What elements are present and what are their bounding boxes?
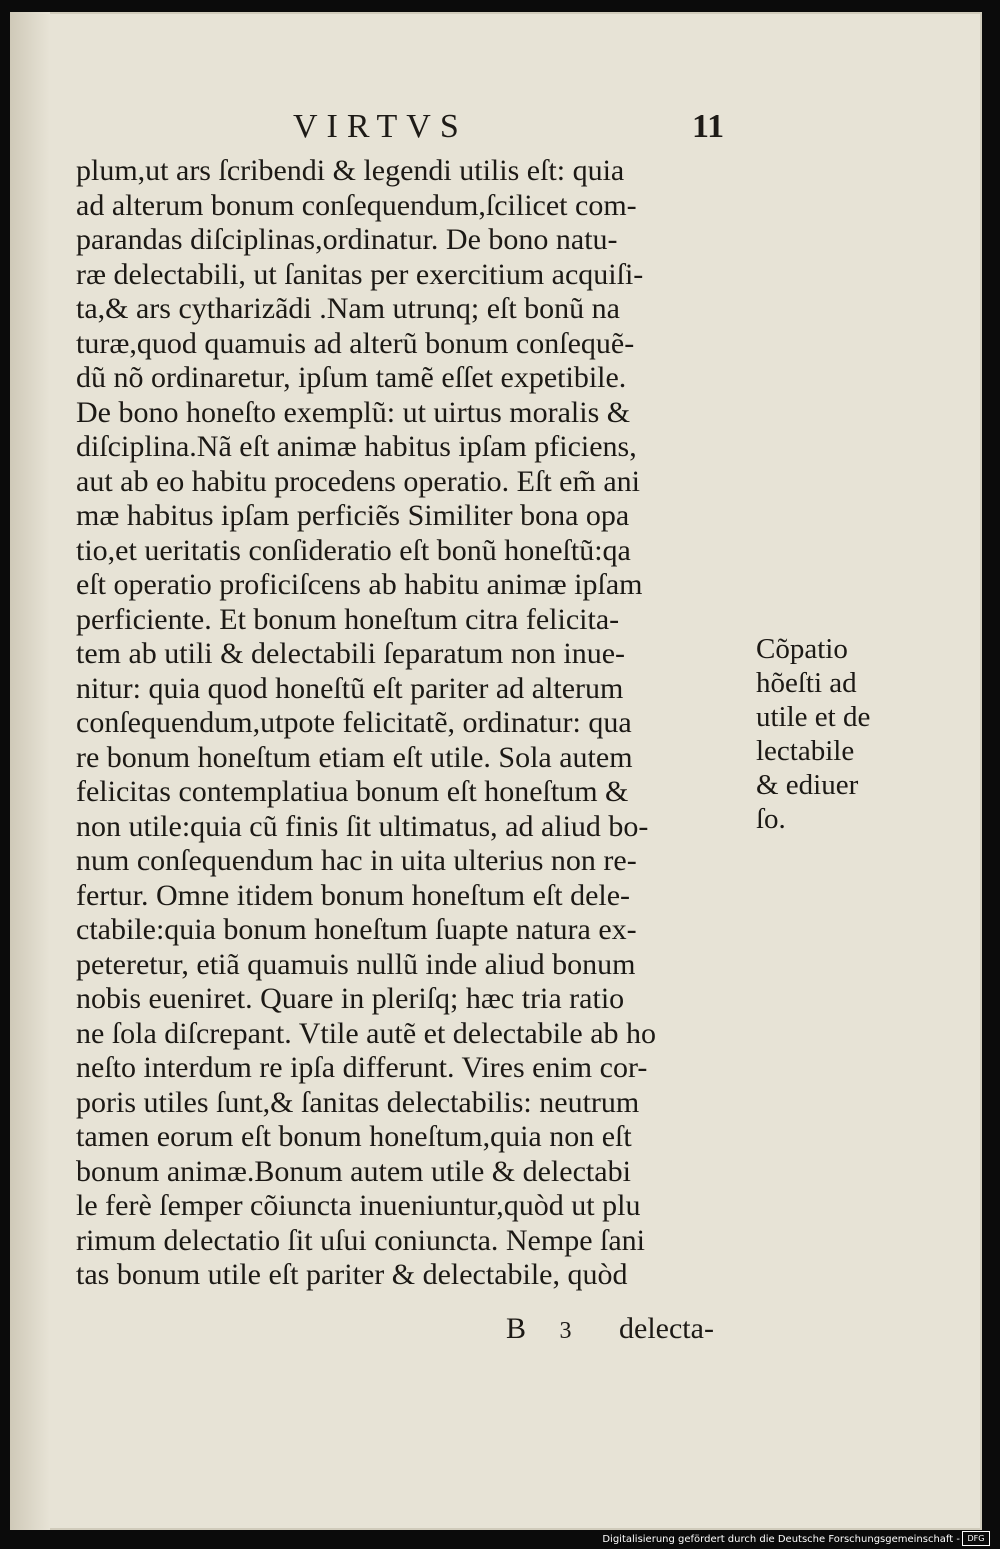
page-footer (506, 1312, 714, 1352)
text-line: turæ,quod quamuis ad alterũ bonum conſequẽ- (76, 326, 635, 360)
text-line: ad alterum bonum conſequendum,ſcilicet com- (76, 188, 637, 222)
folio-number: 11 (692, 108, 725, 145)
text-line: peteretur, etiã quamuis nullũ inde aliud bonum (76, 947, 636, 981)
text-line: dũ nõ ordinaretur, ipſum tamẽ eſſet expetibile. (76, 361, 627, 394)
text-line: tas bonum utile eſt pariter & delectabile, quòd (76, 1258, 628, 1291)
catchword: delecta- (619, 1312, 714, 1345)
book-page (10, 12, 982, 1530)
text-line: tamen eorum eſt bonum honeſtum,quia non eſt (76, 1120, 632, 1153)
marginal-note-line: hõeſti ad (756, 667, 857, 699)
marginal-note-line: lectabile (756, 735, 855, 767)
text-line: parandas diſciplinas,ordinatur. De bono natu- (76, 223, 618, 256)
marginal-note-line: Cõpatio (756, 633, 848, 665)
text-line: nitur: quia quod honeſtũ eſt pariter ad alterum (76, 671, 624, 705)
text-line: diſciplina.Nã eſt animæ habitus ipſam pficiens, (76, 430, 637, 463)
marginal-note-line: & ediuer (756, 769, 859, 801)
text-line: ctabile:quia bonum honeſtum ſuapte natura ex- (76, 913, 637, 946)
text-line: nobis eueniret. Quare in pleriſq; hæc tria ratio (76, 982, 625, 1015)
text-line: tio,et ueritatis conſideratio eſt bonũ honeſtũ:qa (76, 533, 631, 567)
text-line: eſt operatio proficiſcens ab habitu animæ ipſam (76, 568, 643, 601)
text-line: ne ſola diſcrepant. Vtile autẽ et delectabile ab ho (76, 1016, 657, 1050)
text-line: mæ habitus ipſam perficiẽs Similiter bona opa (76, 499, 630, 532)
text-line: rimum delectatio ſit uſui coniuncta. Nempe ſani (76, 1223, 646, 1257)
text-line: poris utiles ſunt,& ſanitas delectabilis: neutrum (76, 1085, 640, 1119)
digitization-credit: Digitalisierung gefördert durch die Deutsche Forschungsgemeinschaft - (602, 1534, 960, 1545)
marginal-note-line: ſo. (756, 803, 786, 835)
dfg-logo: DFG (962, 1531, 990, 1546)
text-line: fertur. Omne itidem bonum honeſtum eſt dele- (76, 878, 631, 912)
text-line: re bonum honeſtum etiam eſt utile. Sola autem (76, 740, 633, 774)
signature-number: 3 (559, 1318, 572, 1344)
main-text-block (76, 154, 766, 1293)
text-line: perficiente. Et bonum honeſtum citra felicita- (76, 602, 620, 636)
text-line: aut ab eo habitu procedens operatio. Eſt em̃ ani (76, 464, 640, 498)
page-gutter (10, 12, 50, 1530)
marginal-note (756, 632, 906, 836)
text-line: conſequendum,utpote felicitatẽ, ordinatur: qua (76, 706, 632, 739)
text-line: ta,& ars cytharizãdi .Nam utrunq; eſt bonũ na (76, 292, 620, 325)
signature-mark: B (506, 1312, 527, 1345)
text-line: felicitas contemplatiua bonum eſt honeſtum & (76, 775, 629, 808)
text-line: num conſequendum hac in uita ulterius non re- (76, 844, 637, 877)
text-line: De bono honeſto exemplũ: ut uirtus moralis & (76, 395, 631, 429)
text-line: tem ab utili & delectabili ſeparatum non inue- (76, 637, 625, 670)
text-line: le ferè ſemper cõiuncta inueniuntur,quòd ut plu (76, 1189, 641, 1222)
text-line: neſto interdum re ipſa differunt. Vires enim cor- (76, 1051, 648, 1084)
text-line: ræ delectabili, ut ſanitas per exercitium acquiſi- (76, 257, 644, 291)
page-header (10, 104, 982, 154)
text-line: bonum animæ.Bonum autem utile & delectabi (76, 1154, 631, 1188)
running-title: VIRTVS (293, 108, 468, 145)
text-line: plum,ut ars ſcribendi & legendi utilis eſt: quia (76, 154, 625, 187)
marginal-note-line: utile et de (756, 701, 871, 733)
text-line: non utile:quia cũ finis ſit ultimatus, ad aliud bo- (76, 809, 649, 843)
